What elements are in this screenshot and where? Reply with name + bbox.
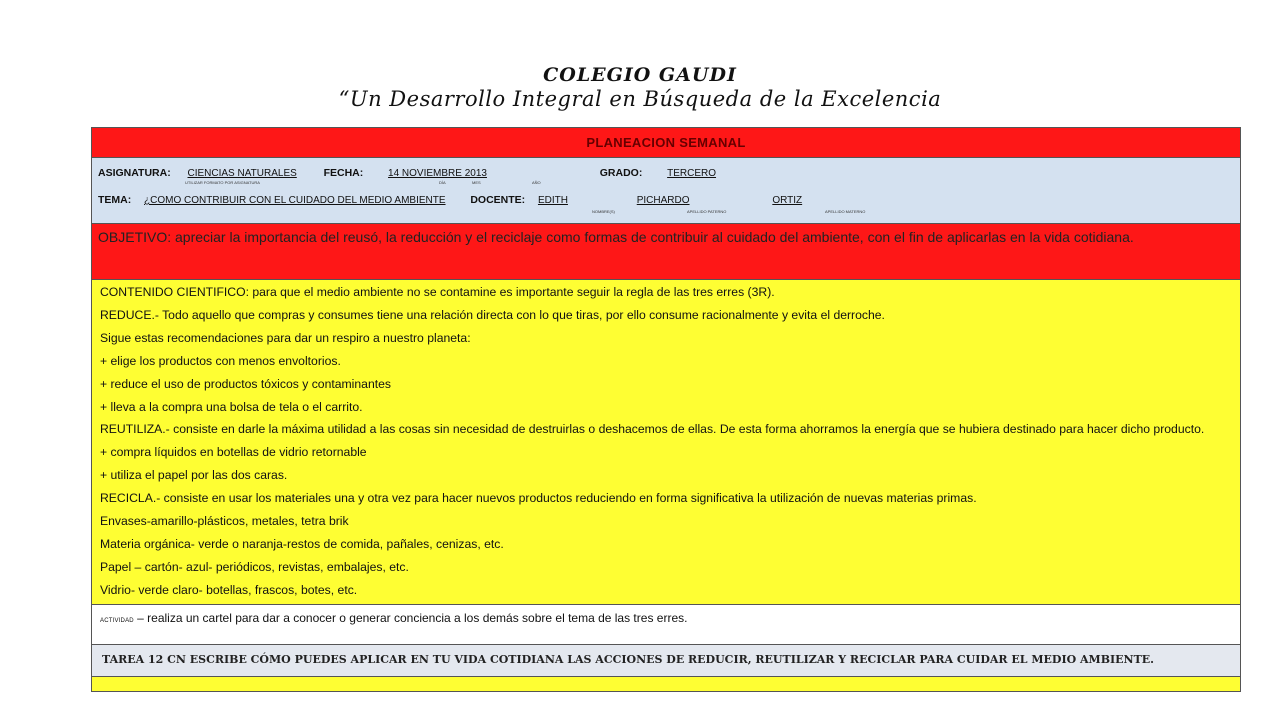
tema-label: TEMA:	[98, 194, 132, 206]
content-paragraph: RECICLA.- consiste en usar los materiales una y otra vez para hacer nuevos productos reduciendo en forma significativa la utilización de nuevas materias primas.	[100, 491, 977, 506]
content-paragraph: Envases-amarillo-plásticos, metales, tetra brik	[100, 514, 349, 529]
hint-asignatura: UTILIZAR FORMATO POR ASIGNATURA	[185, 180, 260, 185]
weekly-plan-table	[91, 127, 1241, 692]
school-name: COLEGIO GAUDI	[543, 64, 737, 86]
asignatura-line	[98, 167, 736, 179]
hint-paterno: APELLIDO PATERNO	[687, 209, 727, 214]
fecha-label: FECHA:	[323, 167, 364, 179]
activity-text: – realiza un cartel para dar a conocer o generar conciencia a los demás sobre el tema de las tres erres.	[137, 610, 688, 625]
document-header	[0, 64, 1280, 112]
hint-mes: MES	[472, 180, 481, 185]
tema-line	[98, 194, 842, 206]
homework-row	[92, 645, 1240, 677]
activity-row	[92, 605, 1240, 645]
asignatura-label: ASIGNATURA:	[98, 167, 171, 179]
content-paragraph: + elige los productos con menos envoltorios.	[100, 353, 341, 368]
content-paragraph: + lleva a la compra una bolsa de tela o el carrito.	[100, 399, 363, 414]
objective-row	[92, 224, 1240, 280]
content-paragraph: + utiliza el papel por las dos caras.	[100, 468, 288, 483]
grado-label: GRADO:	[599, 167, 643, 179]
docente-materno: ORTIZ	[772, 195, 803, 206]
fecha-value: 14 NOVIEMBRE 2013	[388, 168, 487, 179]
docente-paterno: PICHARDO	[636, 195, 690, 206]
plan-title-row	[92, 128, 1240, 158]
empty-row	[92, 677, 1240, 691]
homework-text: TAREA 12 CN ESCRIBE CÓMO PUEDES APLICAR EN TU VIDA COTIDIANA LAS ACCIONES DE REDUCIR, REUTILIZAR Y RECICLAR PARA CUIDAR EL MEDIO AMBIENTE.	[102, 652, 1155, 666]
content-row	[92, 280, 1240, 605]
docente-nombre: EDITH	[537, 195, 568, 206]
hint-nombre: NOMBRE(S)	[592, 209, 615, 214]
school-motto: “Un Desarrollo Integral en Búsqueda de la Excelencia	[338, 87, 942, 111]
content-paragraph: + reduce el uso de productos tóxicos y contaminantes	[100, 376, 391, 391]
plan-meta-row	[92, 158, 1240, 224]
activity-label: ACTIVIDAD	[100, 617, 134, 624]
plan-title: PLANEACION SEMANAL	[586, 135, 746, 150]
content-paragraph: REUTILIZA.- consiste en darle la máxima utilidad a las cosas sin necesidad de destruirlas o deshacemos de ellas. De esta forma ahorramos la energía que se hubiera destinado para hacer dicho producto.	[100, 422, 1205, 437]
content-paragraph: Materia orgánica- verde o naranja-restos de comida, pañales, cenizas, etc.	[100, 536, 504, 551]
content-paragraph: REDUCE.- Todo aquello que compras y consumes tiene una relación directa con lo que tiras, por ello consume racionalmente y evita el derroche.	[100, 307, 885, 322]
hint-dia: DÍA	[439, 180, 446, 185]
docente-label: DOCENTE:	[470, 194, 526, 206]
content-paragraph: + compra líquidos en botellas de vidrio retornable	[100, 445, 367, 460]
content-paragraph: Sigue estas recomendaciones para dar un respiro a nuestro planeta:	[100, 330, 471, 345]
content-paragraph: CONTENIDO CIENTIFICO: para que el medio ambiente no se contamine es importante seguir la regla de las tres erres (3R).	[100, 285, 775, 299]
hint-materno: APELLIDO MATERNO	[825, 209, 866, 214]
objective-text: OBJETIVO: apreciar la importancia del reusó, la reducción y el reciclaje como formas de contribuir al cuidado del ambiente, con el fin de aplicarlas en la vida cotidiana.	[98, 229, 1134, 245]
tema-value: ¿COMO CONTRIBUIR CON EL CUIDADO DEL MEDIO AMBIENTE	[144, 195, 446, 206]
hint-ano: AÑO	[532, 180, 541, 185]
asignatura-value: CIENCIAS NATURALES	[187, 168, 297, 179]
grado-value: TERCERO	[667, 168, 717, 179]
content-paragraph: Papel – cartón- azul- periódicos, revistas, embalajes, etc.	[100, 559, 409, 574]
content-paragraph: Vidrio- verde claro- botellas, frascos, botes, etc.	[100, 582, 358, 597]
